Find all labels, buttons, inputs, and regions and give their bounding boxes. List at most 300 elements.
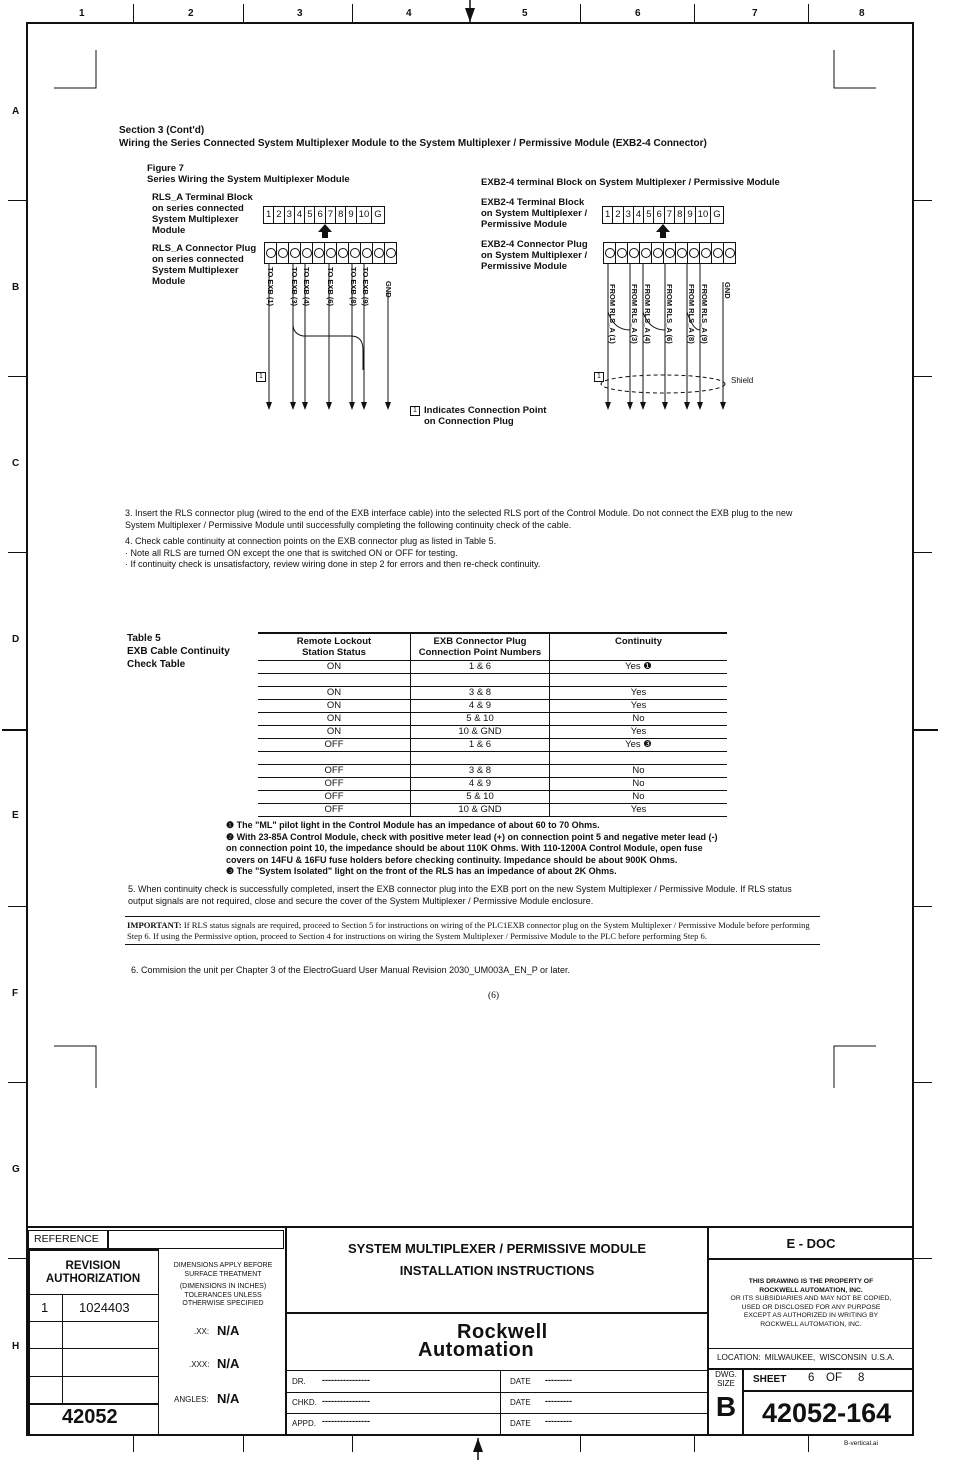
date-label: DATE (510, 1377, 531, 1386)
insert-arrow-icon (317, 223, 333, 239)
label-line: on System Multiplexer / (481, 250, 588, 261)
figure-title: Series Wiring the System Multiplexer Module (147, 174, 350, 185)
table-row (258, 765, 727, 778)
label-line: RLS_A Connector Plug (152, 243, 257, 254)
date-label: DATE (510, 1419, 531, 1428)
station-status-cell: OFF (258, 804, 411, 817)
legend-text (424, 405, 546, 427)
connection-point-marker: 1 (594, 372, 604, 382)
plug-pin (385, 243, 396, 263)
plug-pin (349, 243, 361, 263)
border-tick (914, 200, 932, 201)
date-label: DATE (510, 1398, 531, 1407)
rule (28, 1249, 158, 1251)
dwg-size-label (709, 1370, 743, 1388)
connection-points-cell: 1 & 6 (411, 739, 550, 752)
border-tick (914, 1082, 932, 1083)
wire-label: FROM RLS_A (3) (630, 284, 639, 344)
label-line: System Multiplexer (152, 265, 239, 276)
document-number: 42052 (62, 1406, 118, 1428)
continuity-cell: Yes (550, 804, 728, 817)
insert-arrow-icon (655, 223, 671, 239)
row-marker: C (12, 458, 20, 469)
row-marker: F (12, 988, 19, 999)
table-row (258, 791, 727, 804)
connection-points-cell: 4 & 9 (411, 700, 550, 713)
label-line: Permissive Module (481, 261, 568, 272)
terminal: 8 (336, 207, 346, 223)
note-line: ❷ With 23-85A Control Module, check with positive meter lead (+) on connection point 5 and negative meter lead (-) (226, 831, 718, 842)
drawn-by-label: DR. (292, 1377, 306, 1386)
border-tick (694, 1436, 695, 1452)
notice-line: THIS DRAWING IS THE PROPERTY OF (748, 1278, 874, 1285)
file-name: B-vertical.ai (844, 1440, 878, 1447)
plug-pin (640, 243, 652, 263)
table-number: Table 5 (127, 633, 161, 644)
connection-points-cell: 5 & 10 (411, 713, 550, 726)
table-row (258, 752, 727, 765)
title-block-border (26, 1226, 914, 1228)
rule (500, 1370, 501, 1436)
dimensions-note (160, 1262, 286, 1309)
label-line: SIZE (717, 1379, 735, 1388)
row-marker: H (12, 1341, 20, 1352)
note-line: covers on 14FU & 16FU fuse holders before checking continuity. Impedance should be about 900K Ohms. (226, 854, 678, 865)
column-marker: 8 (859, 8, 865, 19)
header-line: Connection Point Numbers (418, 647, 542, 658)
table-notes (226, 820, 717, 878)
plug-pin (289, 243, 301, 263)
center-arrow-top-icon (462, 0, 478, 24)
terminal: 1 (264, 207, 274, 223)
logo-line: Rockwell (457, 1321, 548, 1343)
note-line: DIMENSIONS APPLY BEFORE (173, 1262, 273, 1269)
plug-pin (628, 243, 640, 263)
plug-pin (664, 243, 676, 263)
terminal: 6 (654, 207, 664, 223)
wire-label: TO EXB (8) (349, 267, 358, 307)
rule (744, 1390, 914, 1392)
label-line: on series connected (152, 203, 244, 214)
rule (287, 1413, 708, 1414)
label-line: System Multiplexer (152, 214, 239, 225)
plug-pin (616, 243, 628, 263)
terminal: 9 (346, 207, 356, 223)
label-line: Module (152, 276, 186, 287)
station-status-cell: OFF (258, 791, 411, 804)
plug-pin (325, 243, 337, 263)
table-title (127, 632, 230, 671)
header-line: Station Status (302, 647, 366, 658)
drawing-title (287, 1238, 707, 1282)
wire-label: GND (723, 282, 732, 299)
table-row (258, 713, 727, 726)
border-tick (133, 4, 134, 22)
rule (709, 1258, 914, 1260)
notice-line: EXCEPT AS AUTHORIZED IN WRITING BY (743, 1312, 879, 1319)
label-line: EXB2-4 Terminal Block (481, 197, 585, 208)
border-tick (914, 906, 932, 907)
terminal: 4 (634, 207, 644, 223)
revision-code: 1024403 (79, 1300, 130, 1315)
column-header (550, 633, 728, 661)
wire-label: GND (384, 281, 393, 298)
station-status-cell: OFF (258, 739, 411, 752)
table-row (258, 739, 727, 752)
continuity-table (258, 632, 727, 817)
wire-label: FROM RLS_A (9) (700, 284, 709, 344)
station-status-cell: ON (258, 726, 411, 739)
continuity-cell: No (550, 791, 728, 804)
column-marker: 3 (297, 8, 303, 19)
legend-line: on Connection Plug (424, 416, 514, 427)
plug-pin (361, 243, 373, 263)
plug-pin (688, 243, 700, 263)
notice-line: ROCKWELL AUTOMATION, INC. (760, 1320, 862, 1328)
terminal: 7 (326, 207, 336, 223)
rockwell-logo (418, 1323, 548, 1359)
wire-label: FROM RLS_A (1) (608, 284, 617, 344)
border-tick (2, 729, 26, 731)
border-tick (808, 1436, 809, 1452)
border-tick (914, 552, 932, 553)
header-line: EXB Connector Plug (433, 636, 527, 647)
continuity-cell (550, 674, 728, 687)
terminal: 3 (624, 207, 634, 223)
station-status-cell: OFF (258, 778, 411, 791)
terminal: 1 (603, 207, 613, 223)
note-line: SURFACE TREATMENT (184, 1270, 262, 1278)
continuity-cell: Yes (550, 687, 728, 700)
tolerance-xxx: N/A (217, 1356, 240, 1371)
wire-label: FROM RLS_A (8) (687, 284, 696, 344)
table-row (258, 700, 727, 713)
connection-point-marker: 1 (256, 372, 266, 382)
plug-pin (313, 243, 325, 263)
table-row (258, 661, 727, 674)
crop-mark (830, 1042, 890, 1092)
legend-marker: 1 (410, 406, 420, 416)
row-marker: E (12, 810, 19, 821)
plug-pin (337, 243, 349, 263)
plug-pin (652, 243, 664, 263)
logo-line: Automation (418, 1339, 535, 1361)
column-marker: 2 (188, 8, 194, 19)
table-header-row (258, 633, 727, 661)
approved-by-value: ---------------- (322, 1416, 370, 1426)
terminal: 2 (613, 207, 623, 223)
rule (28, 1294, 158, 1295)
plug-pin (724, 243, 735, 263)
terminal: G (713, 209, 721, 220)
plug-pin (700, 243, 712, 263)
rule (28, 1321, 158, 1322)
step-4-text: 4. Check cable continuity at connection points on the EXB connector plug as listed in Table 5. (125, 536, 497, 546)
table-row (258, 687, 727, 700)
left-plug-label (152, 243, 256, 287)
plug-pin (676, 243, 688, 263)
important-text: If RLS status signals are required, proceed to Section 5 for instructions on wiring of the PLC1EXB connector plug on the System Multiplexer / Permissive Module before performing Step 6. If using the Permissive option, proceed to Section 4 for instructions on wiring the System Multiplexer / Permissive Module to the PLC before performing Step 6. (127, 920, 810, 941)
revision-number: 1 (41, 1300, 49, 1315)
left-terminal-block (263, 206, 385, 224)
edoc-label: E - DOC (786, 1236, 836, 1251)
table-row (258, 804, 727, 817)
connection-points-cell: 5 & 10 (411, 791, 550, 804)
border-tick (580, 1436, 581, 1452)
notice-line: USED OR DISCLOSED FOR ANY PURPOSE (741, 1303, 881, 1311)
terminal: 5 (644, 207, 654, 223)
rule (287, 1392, 708, 1393)
approved-by-label: APPD. (292, 1419, 317, 1428)
sheet-of-label: OF (826, 1372, 842, 1384)
tolerance-xx: N/A (217, 1323, 240, 1338)
station-status-cell: ON (258, 687, 411, 700)
rule (287, 1370, 708, 1371)
step-4-note: · If continuity check is unsatisfactory, review wiring done in step 2 for errors and then re-check continuity. (125, 559, 541, 569)
date-value: --------- (545, 1396, 572, 1406)
right-terminal-block (602, 206, 724, 224)
label-line: Module (152, 225, 186, 236)
terminal: 10 (696, 207, 712, 223)
header-line: Continuity (615, 636, 662, 647)
right-wiring-diagram (595, 262, 740, 417)
header-line: Remote Lockout (296, 636, 372, 647)
station-status-cell: OFF (258, 765, 411, 778)
connection-points-cell: 10 & GND (411, 726, 550, 739)
wire-label: TO EXB (6) (326, 267, 335, 307)
revision-authorization (28, 1260, 158, 1286)
terminal: 8 (675, 207, 685, 223)
column-marker: 1 (79, 8, 85, 19)
drawing-size: B (715, 1391, 737, 1422)
wire-label: FROM RLS_A (6) (665, 284, 674, 344)
note-line: OTHERWISE SPECIFIED (182, 1300, 264, 1307)
label-line: REVISION (65, 1260, 121, 1272)
station-status-cell: ON (258, 700, 411, 713)
label-line: Permissive Module (481, 219, 568, 230)
section-heading (119, 124, 707, 150)
rule (28, 1403, 158, 1405)
table-title-line: EXB Cable Continuity (127, 646, 230, 657)
border-tick (8, 376, 26, 377)
border-tick (243, 1436, 244, 1452)
rule (709, 1348, 914, 1349)
step-4-note: · Note all RLS are turned ON except the one that is switched ON or OFF for testing. (125, 547, 458, 558)
right-connector-plug (603, 242, 736, 264)
figure-caption (147, 163, 350, 185)
station-status-cell (258, 752, 411, 765)
date-value: --------- (545, 1416, 572, 1426)
column-marker: 7 (752, 8, 758, 19)
connection-points-cell: 1 & 6 (411, 661, 550, 674)
step-6-text: 6. Commision the unit per Chapter 3 of the ElectroGuard User Manual Revision 2030_UM003A_EN_P or later. (131, 965, 571, 975)
notice-line: ROCKWELL AUTOMATION, INC. (759, 1286, 863, 1294)
rule (742, 1370, 744, 1436)
notice-line: OR ITS SUBSIDIARIES AND MAY NOT BE COPIED, (730, 1295, 892, 1302)
row-marker: B (12, 282, 20, 293)
border-tick (352, 1436, 353, 1452)
title-line: INSTALLATION INSTRUCTIONS (399, 1263, 595, 1278)
important-notice (125, 916, 820, 945)
terminal: 5 (305, 207, 315, 223)
left-terminal-label (152, 192, 253, 236)
border-tick (580, 4, 581, 22)
shield-label: Shield (731, 376, 754, 385)
wire-label: FROM RLS_A (4) (643, 284, 652, 344)
continuity-cell: No (550, 778, 728, 791)
tolerance-label: ANGLES: (174, 1395, 209, 1404)
border-tick (8, 1258, 26, 1259)
right-plug-label (481, 239, 588, 272)
drawing-number: 42052-164 (762, 1398, 892, 1428)
connection-points-cell: 10 & GND (411, 804, 550, 817)
left-wiring-diagram (255, 262, 395, 417)
column-marker: 5 (522, 8, 528, 19)
reference-value (108, 1230, 284, 1249)
left-connector-plug (264, 242, 397, 264)
column-marker: 4 (406, 8, 412, 19)
label-line: on series connected (152, 254, 244, 265)
terminal: 10 (357, 207, 373, 223)
continuity-cell: Yes (550, 700, 728, 713)
figure-number: Figure 7 (147, 163, 184, 174)
row-marker: D (12, 634, 20, 645)
rule (287, 1312, 708, 1314)
step-5-text: 5. When continuity check is successfully completed, insert the EXB connector plug into the EXB port on the new System Multiplexer / Permissive Module. If RLS status output signals are not required, close and secure the cover of the System Multiplexer / Permissive Module enclosure. (128, 884, 792, 906)
terminal: 9 (685, 207, 695, 223)
crop-mark (50, 1042, 110, 1092)
border-tick (8, 1082, 26, 1083)
tolerance-angles: N/A (217, 1391, 240, 1406)
connection-points-cell: 4 & 9 (411, 778, 550, 791)
step-3-text: 3. Insert the RLS connector plug (wired to the end of the EXB interface cable) into the selected RLS port of the Control Module. Do not connect the EXB plug to the new System Multiplexer / Permissive Module until successfully completing the following continuity check of the cable. (125, 508, 793, 530)
note-line: TOLERANCES UNLESS (184, 1291, 262, 1299)
date-value: --------- (545, 1375, 572, 1385)
border-tick (914, 376, 932, 377)
note-line: ❶ The "ML" pilot light in the Control Module has an impedance of about 60 to 70 Ohms. (226, 820, 600, 830)
crop-mark (830, 48, 890, 98)
label-line: RLS_A Terminal Block (152, 192, 253, 203)
station-status-cell: ON (258, 661, 411, 674)
continuity-cell: Yes ❸ (550, 739, 728, 752)
drawn-by-value: ---------------- (322, 1375, 370, 1385)
column-marker: 6 (635, 8, 641, 19)
wire-label: TO EXB (9) (361, 267, 370, 307)
table-row (258, 726, 727, 739)
row-marker: G (12, 1164, 20, 1175)
rule (28, 1434, 286, 1436)
terminal: 7 (665, 207, 675, 223)
table-title-line: Check Table (127, 659, 186, 670)
right-diagram-title: EXB2-4 terminal Block on System Multiplexer / Permissive Module (481, 177, 780, 188)
right-terminal-label (481, 197, 587, 230)
plug-pin (301, 243, 313, 263)
border-tick (914, 1258, 932, 1259)
label-line: on System Multiplexer / (481, 208, 588, 219)
title-line: SYSTEM MULTIPLEXER / PERMISSIVE MODULE (347, 1241, 647, 1256)
location: LOCATION: MILWAUKEE, WISCONSIN U.S.A. (717, 1353, 895, 1362)
terminal: G (374, 209, 382, 220)
continuity-cell: No (550, 765, 728, 778)
checked-by-label: CHKD. (292, 1398, 317, 1407)
rule (28, 1376, 158, 1377)
wire-label: TO EXB (4) (302, 267, 311, 307)
legend-line: Indicates Connection Point (424, 405, 547, 416)
center-arrow-bottom-icon (470, 1436, 486, 1460)
connection-points-cell: 3 & 8 (411, 765, 550, 778)
continuity-cell: No (550, 713, 728, 726)
reference-label: REFERENCE (28, 1230, 108, 1249)
border-tick (808, 4, 809, 22)
note-line: ❸ The "System Isolated" light on the front of the RLS has an impedance of about 2K Ohms. (226, 866, 617, 876)
step-4-block (125, 536, 820, 571)
rule (158, 1249, 159, 1436)
note-line: (DIMENSIONS IN INCHES) (179, 1283, 267, 1290)
plug-pin (373, 243, 385, 263)
continuity-cell: Yes ❶ (550, 661, 728, 674)
terminal: 4 (295, 207, 305, 223)
station-status-cell (258, 674, 411, 687)
terminal: 2 (274, 207, 284, 223)
column-header (258, 633, 411, 661)
rule (28, 1348, 158, 1349)
border-tick (352, 4, 353, 22)
connection-points-cell: 3 & 8 (411, 687, 550, 700)
label-line: DWG. (715, 1370, 737, 1379)
border-tick (694, 4, 695, 22)
column-header (411, 633, 550, 661)
terminal: 3 (285, 207, 295, 223)
sheet-total: 8 (858, 1372, 865, 1384)
table-row (258, 674, 727, 687)
wire-label: TO EXB (1) (266, 267, 275, 307)
border-tick (133, 1436, 134, 1452)
border-tick (8, 906, 26, 907)
property-notice (709, 1278, 913, 1329)
sheet-number: 6 (808, 1372, 815, 1384)
label-line: AUTHORIZATION (45, 1273, 141, 1285)
connection-points-cell (411, 752, 550, 765)
crop-mark (50, 48, 110, 98)
terminal: 6 (315, 207, 325, 223)
sheet-label: SHEET (753, 1374, 787, 1385)
tolerance-label: .XX: (194, 1327, 210, 1336)
connection-points-cell (411, 674, 550, 687)
tolerance-label: .XXX: (189, 1360, 210, 1369)
border-tick (914, 729, 938, 731)
border-tick (8, 200, 26, 201)
border-tick (243, 4, 244, 22)
wire-label: TO EXB (3) (290, 267, 299, 307)
note-line: on connection point 10, the impedance should be about 110K Ohms. With 110-1200A Control Module, open fuse (226, 843, 703, 853)
continuity-cell: Yes (550, 726, 728, 739)
border-tick (8, 552, 26, 553)
station-status-cell: ON (258, 713, 411, 726)
plug-pin (604, 243, 616, 263)
plug-pin (277, 243, 289, 263)
table-row (258, 778, 727, 791)
row-marker: A (12, 106, 20, 117)
continuity-cell (550, 752, 728, 765)
page-number: (6) (488, 991, 500, 1001)
plug-pin (265, 243, 277, 263)
checked-by-value: ---------------- (322, 1396, 370, 1406)
plug-pin (712, 243, 724, 263)
label-line: EXB2-4 Connector Plug (481, 239, 588, 250)
important-label: IMPORTANT: (127, 920, 182, 930)
section-label: Section 3 (Cont'd) (119, 125, 205, 136)
section-title: Wiring the Series Connected System Multiplexer Module to the System Multiplexer / Permissive Module (EXB2-4 Connector) (119, 138, 707, 149)
